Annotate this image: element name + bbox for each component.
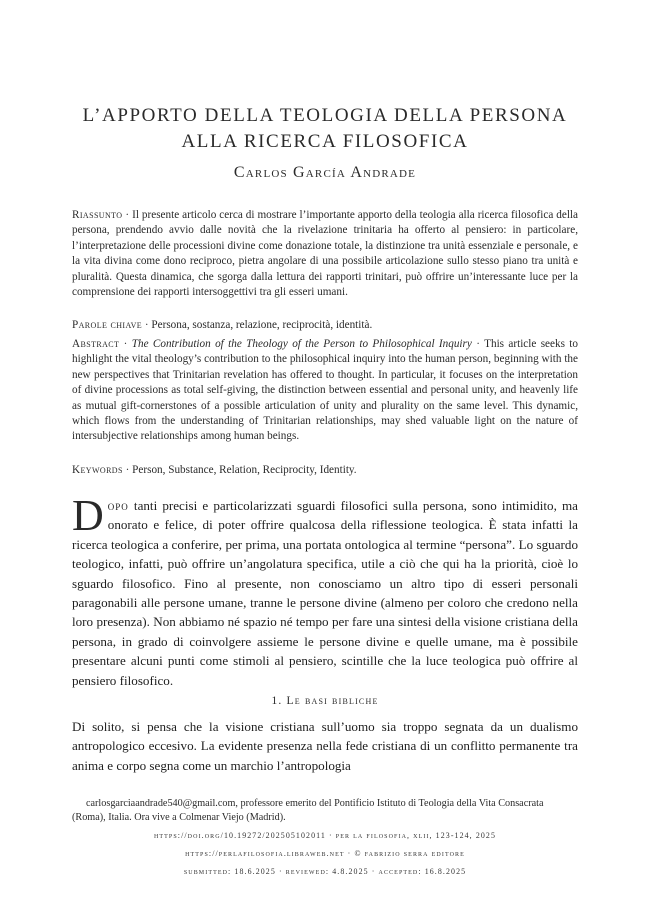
abstract-label: Abstract <box>72 338 120 350</box>
section-heading: 1. Le basi bibliche <box>271 695 379 707</box>
keywords-block <box>72 463 578 478</box>
body-paragraph-2: Di solito, si pensa che la visione cristiana sull’uomo sia troppo segnata da un dualismo antropologico eccesivo. La evidente presenza nella fede cristiana di un conflitto permanente tra anima e corpo segna come un marchio l’antropologia <box>72 719 578 773</box>
article-title <box>40 103 610 155</box>
parole-chiave-block <box>72 318 578 333</box>
author-name: Carlos García Andrade <box>233 164 417 181</box>
doi-line: https://doi.org/10.19272/202505102011 · per la filosofia, xlii, 123-124, 2025 <box>153 831 497 840</box>
keywords-separator: · <box>122 464 133 476</box>
body-paragraph-1 <box>72 491 578 690</box>
dates-line: submitted: 18.6.2025 · reviewed: 4.8.2025 · accepted: 16.8.2025 <box>183 867 467 876</box>
abstract-separator-2: · <box>471 338 485 350</box>
abstract-block <box>72 337 578 445</box>
keywords-label: Keywords <box>72 464 123 476</box>
body-paragraph-1-text: tanti precisi e particolarizzati sguardi filosofici sulla persona, sono intimidito, ma onorato e felice, di poter offrire qualcosa della riflessione teologica. È stata infatti la ricerca teologica a conferire, per prima, una portata ontologica al termine “persona”. Lo sguardo teologico, infatti, può offrire un’angolatura specifica, utile a ciò che qui ha la priorità, cioè lo sguardo filosofico. Fino al presente, non conosciamo un altro tipo di esseri personali paragonabili alle persone umane, tranne le persone divine (almeno per coloro che credono nella loro presenza). Non abbiamo né spazio né tempo per fare una sintesi della visione cristiana della persona, in grado di coinvolgere assieme le persone divine e quelle umane, ma è possibile presentare alcuni punti come stimoli al pensiero, scintille che la luce teologica può offrire al pensiero filosofico. <box>72 498 578 688</box>
abstract-text: This article seeks to highlight the vital theology’s contribution to the philosophical inquiry into the human person, beginning with the new perspectives that Trinitarian revelation has offered to thought. In particular, it focuses on the interpretation of divine processions as total self-giving, the distinction between essential and personal unity, and heavenly life as mutual gift-cornerstones of a possible articulation of unity and plurality on the same level. This dynamic, which flows from the understanding of Trinitarian relationships, may shed valuable light on the nature of intersubjective relationships among human beings. <box>72 338 579 443</box>
article-title-line-1: L’APPORTO DELLA TEOLOGIA DELLA PERSONA <box>82 105 568 126</box>
publisher-line: https://perlafilosofia.libraweb.net · © fabrizio serra editore <box>185 849 465 858</box>
riassunto-block <box>72 208 578 300</box>
riassunto-separator: · <box>122 209 133 221</box>
parole-chiave-label: Parole chiave <box>72 319 143 331</box>
article-title-line-2: ALLA RICERCA FILOSOFICA <box>181 131 469 152</box>
abstract-separator: · <box>119 338 132 350</box>
author-footnote: carlosgarciaandrade540@gmail.com, professore emerito del Pontificio Istituto di Teologia della Vita Consacrata (Roma), Italia. Ora vive a Colmenar Viejo (Madrid). <box>72 798 544 823</box>
opening-small-caps: opo <box>107 498 129 513</box>
riassunto-text: Il presente articolo cerca di mostrare l’importante apporto della teologia alla ricerca filosofica della persona, prendendo avvio dalle novità che la rivelazione trinitaria ha offerto al pensiero: in particolare, l’interpretazione delle processioni divine come donazione totale, la distinzione tra unità essenziale e personale, e la vita divina come dono reciproco, pietra angolare di una possibile articolazione sullo stesso piano tra unità e pluralità. Questa dinamica, che sgorga dalla lettura dei rapporti trinitari, può offrire un’interessante luce per la comprensione dei rapporti intersoggettivi tra gli esseri umani. <box>72 209 579 299</box>
parole-chiave-text: Persona, sostanza, relazione, reciprocità, identità. <box>151 319 373 331</box>
abstract-english-title: The Contribution of the Theology of the Person to Philosophical Inquiry <box>131 338 472 350</box>
riassunto-label: Riassunto <box>72 209 123 221</box>
keywords-text: Person, Substance, Relation, Reciprocity, Identity. <box>132 464 357 476</box>
drop-cap: D <box>72 491 104 540</box>
parole-chiave-separator: · <box>142 319 152 331</box>
